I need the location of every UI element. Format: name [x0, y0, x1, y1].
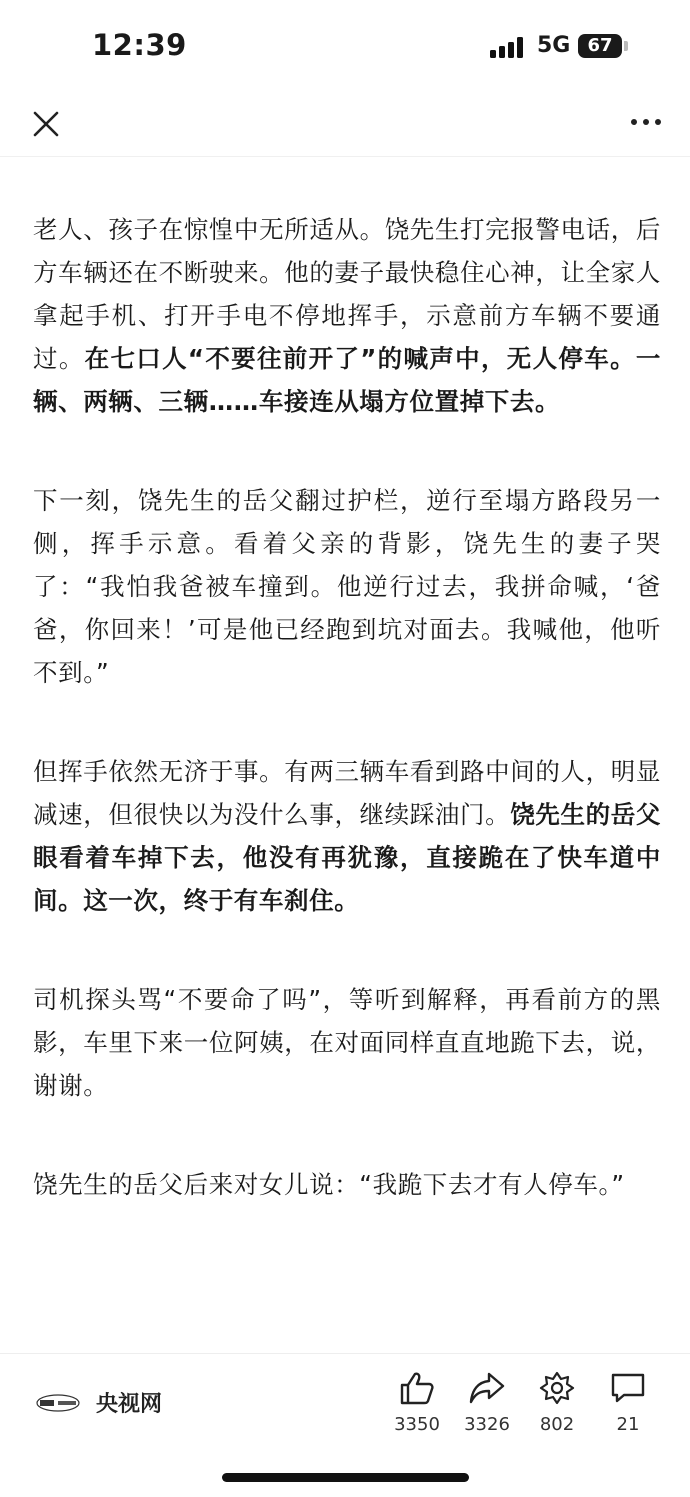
like-count: 3350 [394, 1414, 440, 1435]
text-segment: 但挥手依然无济于事。有两三辆车看到路中间的人，明显减速，但很快以为没什么事，继续踩油门。 [33, 757, 661, 829]
share-button[interactable] [452, 1370, 522, 1435]
text-segment: 饶先生的岳父后来对女儿说：“我跪下去才有人停车。” [33, 1170, 625, 1199]
thumbs-up-icon [398, 1370, 436, 1406]
bottom-bar [0, 1353, 690, 1497]
more-icon [626, 108, 666, 144]
network-type: 5G [537, 33, 571, 58]
article-paragraph [33, 750, 661, 922]
favorite-count: 802 [539, 1414, 575, 1435]
like-button[interactable] [382, 1370, 452, 1435]
close-button[interactable] [28, 106, 68, 146]
bold-text-segment: 饶先生的岳父眼看着车掉下去，他没有再犹豫，直接跪在了快车道中间。这一次，终于有车刹住。 [33, 800, 661, 915]
flower-icon [538, 1370, 576, 1406]
article-paragraph [33, 978, 661, 1107]
article-paragraph [33, 1163, 661, 1206]
share-icon [468, 1370, 506, 1406]
article-paragraph [33, 479, 661, 694]
battery-icon: 67 [578, 34, 622, 58]
home-indicator[interactable] [222, 1473, 469, 1482]
bold-text-segment: 在七口人“不要往前开了”的喊声中，无人停车。一辆、两辆、三辆……车接连从塌方位置掉下去。 [33, 344, 661, 416]
battery-cap [624, 41, 628, 51]
close-icon [28, 106, 68, 146]
source-name[interactable]: 央视网 [96, 1392, 163, 1417]
text-segment: 老人、孩子在惊惶中无所适从。饶先生打完报警电话，后方车辆还在不断驶来。他的妻子最快稳住心神，让全家人拿起手机、打开手电不停地挥手，示意前方车辆不要通过。 [33, 215, 661, 373]
comment-count: 21 [616, 1414, 640, 1435]
share-count: 3326 [464, 1414, 510, 1435]
favorite-button[interactable] [522, 1370, 592, 1435]
article-paragraph [33, 208, 661, 423]
comment-icon [609, 1370, 647, 1406]
cctv-logo-icon [34, 1391, 82, 1415]
status-time: 12:39 [92, 28, 187, 62]
comment-button[interactable] [593, 1370, 663, 1435]
signal-icon [490, 36, 526, 58]
top-bar [0, 96, 690, 157]
article-body [33, 208, 661, 1354]
text-segment: 司机探头骂“不要命了吗”，等听到解释，再看前方的黑影，车里下来一位阿姨，在对面同样直直地跪下去，说，谢谢。 [33, 985, 661, 1100]
more-button[interactable] [626, 108, 666, 144]
status-bar [0, 0, 690, 96]
text-segment: 下一刻，饶先生的岳父翻过护栏，逆行至塌方路段另一侧，挥手示意。看着父亲的背影，饶先生的妻子哭了：“我怕我爸被车撞到。他逆行过去，我拼命喊，‘爸爸，你回来！’可是他已经跑到坑对面去。我喊他，他听不到。” [33, 486, 661, 687]
